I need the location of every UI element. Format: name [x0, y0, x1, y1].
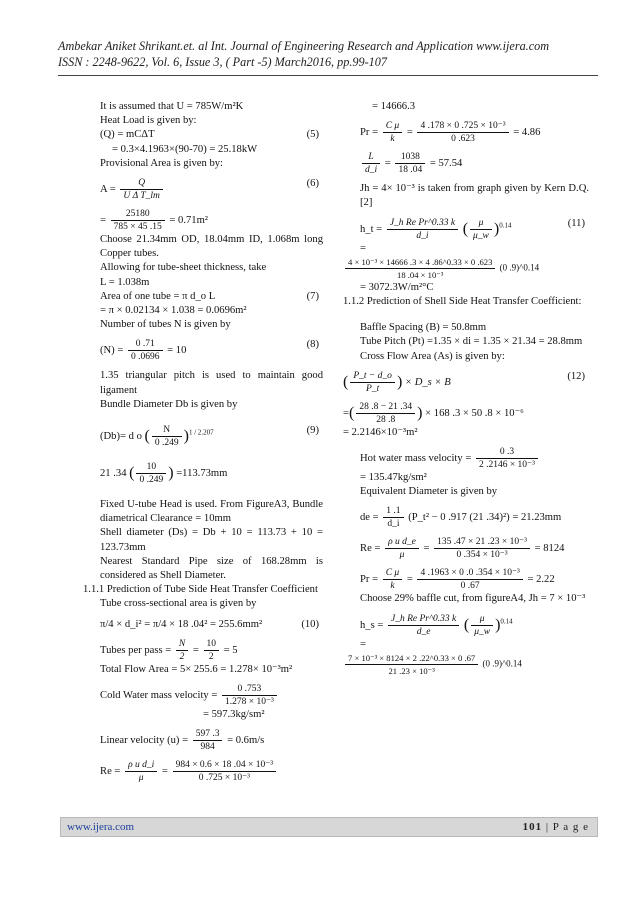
fraction [434, 536, 530, 561]
equation-lhs: (N) = [100, 345, 124, 357]
numerator: ρ u d_e [385, 536, 419, 549]
denominator: 0 .0696 [131, 352, 160, 363]
text-line: Total Flow Area = 5× 255.6 = 1.278× 10⁻³m² [100, 663, 293, 675]
fraction [193, 728, 223, 753]
hot-water-mass-velocity [343, 446, 589, 471]
text-line: Equivalent Diameter is given by [360, 486, 498, 498]
denominator: P_t [366, 383, 380, 394]
equation-number: (5) [306, 129, 319, 141]
fraction [345, 256, 495, 281]
numerator: 135 .47 × 21 .23 × 10⁻³ [434, 536, 530, 549]
denominator: 0 .354 × 10⁻³ [456, 550, 508, 561]
tube-coefficient-calc [343, 256, 589, 281]
equation-11: h_t = $\frac{\text{J\_h Re Pr\textasciicircum{}0.33 k}}{d\_i}$ ( $\frac{\mu}{\mu\_w}$ )$^{0.14}$ (11) [360, 217, 585, 241]
numerator: C μ [383, 120, 402, 133]
cross-flow-area-calc: =( $\frac{28 .8 - 21 .34}{28 .8}$ ) × 168 .3 × 50 .8 × 10⁻⁶ [343, 401, 524, 425]
text-line: Jh = 4× 10⁻³ is taken from graph given by Kern D.Q. [2] [360, 183, 589, 209]
denominator: 0 .623 [451, 134, 475, 145]
fraction [350, 370, 395, 395]
equation-lhs: Re = [360, 543, 381, 555]
numerator: 4 .1963 × 0 .0 .354 × 10⁻³ [417, 567, 522, 580]
fraction [471, 613, 493, 638]
denominator: μ_w [473, 230, 489, 241]
text-line: Nearest Standard Pipe size of 168.28mm is considered as Shell Diameter. [100, 555, 323, 582]
fraction [173, 759, 277, 784]
numerator: μ [470, 217, 492, 230]
text-line: = 2.2146×10⁻³m² [343, 426, 418, 438]
text-line: = 597.3kg/sm² [203, 709, 265, 721]
shell-coefficient-formula: h_s = $\frac{\text{J\_h Re Pr\textasciicircum{}0.33 k}}{d\_e}$ ( $\frac{\mu}{\mu\_w}$ )$^{0.14}$ [360, 613, 513, 637]
numerator: 0 .3 [476, 446, 538, 459]
denominator: d_i [365, 165, 378, 176]
denominator: 18 .04 × 10⁻³ [397, 269, 444, 280]
page-num: 101 [522, 821, 543, 833]
equation-lhs: Cold Water mass velocity = [100, 690, 218, 702]
footer-url-link[interactable]: www.ijera.com [67, 821, 135, 833]
prandtl-shell: Pr = $\frac{\text{C μ}}{k}$ = $\frac{\text{4 .1963 × 0 .0 .354 × 10⁻³}}{0 .67}$ = 2.22 [360, 568, 555, 592]
fraction [128, 338, 163, 363]
result: = 0.6m/s [227, 735, 265, 747]
numerator: C μ [383, 567, 402, 580]
result: =113.73mm [176, 467, 228, 479]
length-ratio: $\frac{L}{d\_i}$ = $\frac{1038}{18 .04}$ = 57.54 [343, 151, 589, 176]
text-line: Bundle Diameter Db is given by [100, 398, 238, 410]
result: = 10 [167, 345, 187, 357]
result: = 8124 [534, 543, 565, 555]
cold-water-mass-velocity [83, 683, 323, 708]
numerator: 1 .1 [383, 505, 403, 518]
fraction [356, 401, 415, 426]
denominator: k [390, 581, 395, 592]
equation-number: (9) [306, 425, 319, 437]
text-line: = [360, 242, 366, 254]
numerator: J_h Re Pr^0.33 k [387, 217, 458, 230]
denominator: 0 .249 [154, 438, 179, 449]
equation-number: (11) [567, 217, 585, 229]
equation-lhs: Tubes per pass = [100, 644, 172, 656]
right-column [343, 100, 589, 677]
numerator: μ [471, 613, 493, 626]
numerator: 28 .8 − 21 .34 [356, 401, 415, 414]
equation-6 [83, 177, 323, 202]
denominator: 0 .725 × 10⁻³ [198, 773, 250, 784]
numerator: 597 .3 [193, 728, 223, 741]
equation-12: ( $\frac{P\_t - d\_o}{P\_t}$ ) × D_s × B (12) [343, 370, 585, 394]
fraction [383, 567, 402, 592]
numerator: P_t − d_o [350, 370, 395, 383]
denominator: 2 [208, 651, 214, 662]
denominator: U Δ T_lm [123, 191, 160, 202]
header-divider [58, 75, 598, 76]
equation-text: Area of one tube = π d_o L [100, 290, 216, 302]
fraction [388, 613, 459, 638]
area-calc: = $\frac{25180}{785 \times 45 .15}$ = 0.71m² [100, 209, 208, 233]
fraction [383, 505, 403, 530]
equation-number: (7) [306, 290, 319, 302]
text-line: Tube cross-sectional area is given by [100, 598, 257, 610]
equation-5 [83, 128, 323, 142]
denominator: μ [399, 550, 405, 561]
numerator: 10 [136, 461, 166, 474]
left-column [83, 100, 323, 784]
denominator: 28 .8 [376, 414, 396, 425]
equation-lhs: Pr = [360, 574, 379, 586]
tail-factor: (0 .9)^0.14 [499, 262, 540, 273]
page-number [523, 818, 589, 836]
denominator: 1.278 × 10⁻³ [224, 697, 274, 708]
journal-header [58, 38, 598, 70]
result: = 5 [223, 644, 238, 656]
text-line: = 3072.3W/m²°C [360, 281, 434, 293]
tail-factor: (0 .9)^0.14 [482, 658, 522, 669]
equation-number: (8) [306, 339, 319, 351]
text-line: = π × 0.02134 × 1.038 = 0.0696m² [100, 305, 247, 317]
equation-lhs: Linear velocity (u) = [100, 735, 189, 747]
text-line: Fixed U-tube Head is used. From FigureA3, Bundle diametrical Clearance = 10mm [100, 499, 323, 525]
numerator: N [152, 424, 182, 437]
section-heading: 1.1.2 Prediction of Shell Side Heat Transfer Coefficient: [343, 296, 582, 308]
text-line: Baffle Spacing (B) = 50.8mm [360, 322, 487, 334]
tubes-per-pass: Tubes per pass = $\frac{N}{2}$ = $\frac{10}{2}$ = 5 [100, 638, 238, 662]
fraction [383, 120, 402, 145]
section-heading: 1.1.1 Prediction of Tube Side Heat Transfer Coefficient [83, 584, 318, 596]
fraction [222, 683, 277, 708]
numerator: 984 × 0.6 × 18 .04 × 10⁻³ [173, 759, 277, 772]
exponent: 0.14 [499, 221, 512, 230]
equation-number: (12) [567, 370, 585, 382]
fraction [470, 217, 492, 242]
text-line: = 14666.3 [372, 101, 416, 112]
denominator: μ [138, 773, 144, 784]
equation-lhs: A = [100, 183, 116, 195]
numerator: 0 .71 [128, 338, 163, 351]
header-line-1: Ambekar Aniket Shrikant.et. al Int. Journal of Engineering Research and Application www.ijera.com [58, 39, 550, 53]
text-line: 1.35 triangular pitch is used to maintain good ligament [100, 370, 323, 396]
fraction [345, 652, 478, 677]
numerator: J_h Re Pr^0.33 k [388, 613, 459, 626]
text-line: Cross Flow Area (As) is given by: [360, 350, 505, 362]
text-line: Tube Pitch (Pt) =1.35 × di = 1.35 × 21.34 = 28.8mm [360, 336, 583, 348]
equation-text: (Q) = mCΔT [100, 129, 155, 141]
equation-lhs: Pr = [360, 127, 379, 139]
text-line: Choose 29% baffle cut, from figureA4, Jh = 7 × 10⁻³ [360, 593, 586, 605]
fraction [136, 461, 166, 486]
result: = 2.22 [527, 574, 555, 586]
reynolds-tube: Re = $\frac{\text{ρ u d\_i}}{\mu}$ = $\frac{\text{984 × 0.6 × 18 .04 × 10⁻³}}{\text{0 .725 × 10⁻³}}$ [83, 759, 323, 784]
numerator: 10 [204, 638, 220, 651]
denominator: d_i [416, 230, 429, 241]
denominator: 21 .23 × 10⁻³ [388, 665, 435, 676]
fraction [417, 120, 508, 145]
result: = 0.71m² [169, 214, 208, 226]
shell-coefficient-calc [343, 652, 589, 677]
page-footer [60, 817, 598, 837]
text-line: It is assumed that U = 785W/m²K [100, 101, 244, 112]
fraction [362, 151, 380, 176]
text-line: = 135.47kg/sm² [360, 472, 427, 484]
result: = 4.86 [513, 127, 541, 139]
equation-lhs: de = [360, 512, 379, 524]
equation-lhs: h_t = [360, 223, 383, 235]
fraction [125, 759, 157, 784]
equation-number: (10) [301, 618, 319, 630]
equation-9: (Db)= d o ( $\frac{N}{0 .249}$ )$^{1 / 2.207}$ (9) [100, 425, 319, 449]
denominator: 2 [179, 651, 185, 662]
numerator: 7 × 10⁻³ × 8124 × 2 .22^0.33 × 0 .67 [345, 652, 478, 665]
reynolds-shell: Re = $\frac{\text{ρ u d\_e}}{\mu}$ = $\frac{\text{135 .47 × 21 .23 × 10⁻³}}{\text{0 .354 × 10⁻³}}$ = 8124 [360, 537, 565, 561]
equation-lhs: Hot water mass velocity = [360, 452, 472, 464]
text-line: Number of tubes N is given by [100, 319, 231, 331]
denominator: 0 .67 [460, 581, 480, 592]
fraction [176, 638, 188, 663]
denominator: d_i [387, 519, 400, 530]
denominator: 2 .2146 × 10⁻³ [478, 460, 535, 471]
text-line: Shell diameter (Ds) = Db + 10 = 113.73 + 10 = 123.73mm [100, 527, 323, 553]
text-line: = [360, 638, 366, 650]
fraction [387, 217, 458, 242]
fraction [476, 446, 538, 471]
numerator: 0 .753 [222, 683, 277, 696]
text-line: Choose 21.34mm OD, 18.04mm ID, 1.068m long Copper tubes. [100, 234, 323, 260]
denominator: 785 × 45 .15 [113, 222, 162, 233]
equivalent-diameter [343, 505, 589, 530]
numerator: Q [120, 177, 163, 190]
numerator: ρ u d_i [125, 759, 157, 772]
equation-number: (6) [306, 178, 319, 190]
result: = 21.23mm [512, 512, 562, 524]
fraction [385, 536, 419, 561]
linear-velocity [83, 728, 323, 753]
tail-factor: × D_s × B [404, 376, 451, 388]
text-line: = 0.3×4.1963×(90-70) = 25.18kW [112, 143, 258, 155]
result: = 57.54 [429, 158, 463, 170]
header-line-2: ISSN : 2248-9622, Vol. 6, Issue 3, ( Part -5) March2016, pp.99-107 [58, 55, 387, 69]
text-line: Heat Load is given by: [100, 115, 197, 127]
exponent: 0.14 [500, 617, 513, 626]
equation-text: π/4 × d_i² = π/4 × 18 .04² = 255.6mm² [100, 618, 263, 630]
middle-term: (P_t² − 0 .917 (21 .34)²) [408, 512, 510, 524]
denominator: 984 [200, 742, 215, 753]
fraction [395, 151, 425, 176]
exponent: 1 / 2.207 [188, 428, 214, 437]
denominator: d_e [416, 626, 431, 637]
numerator: 25180 [111, 208, 165, 221]
fraction [204, 638, 220, 663]
page-label: | P a g e [545, 821, 589, 833]
numerator: N [176, 638, 188, 651]
numerator: 4 × 10⁻³ × 14666 .3 × 4 .86^0.33 × 0 .623 [345, 256, 495, 269]
equation-lhs: Re = [100, 766, 121, 778]
numerator: 4 .178 × 0 .725 × 10⁻³ [417, 120, 508, 133]
fraction [120, 177, 163, 202]
bundle-diameter-calc: 21 .34 ( $\frac{10}{0 .249}$ ) =113.73mm [100, 462, 228, 486]
fraction [111, 208, 165, 233]
equation-7 [83, 290, 323, 304]
equation-lhs: h_s = [360, 619, 384, 631]
equation-10 [83, 618, 323, 632]
text-line: Provisional Area is given by: [100, 157, 223, 169]
tail-factor: × 168 .3 × 50 .8 × 10⁻⁶ [425, 407, 524, 419]
fraction [152, 424, 182, 449]
numerator: 1038 [395, 151, 425, 164]
equation-lhs: (Db)= d o [100, 430, 142, 442]
equation-8 [83, 338, 323, 363]
denominator: 18 .04 [398, 165, 423, 176]
text-line: L = 1.038m [100, 276, 150, 288]
fraction [417, 567, 522, 592]
equation-lhs: 21 .34 [100, 467, 127, 479]
denominator: μ_w [474, 626, 491, 637]
numerator: L [362, 151, 380, 164]
text-line: Allowing for tube-sheet thickness, take [100, 262, 267, 274]
denominator: 0 .249 [139, 475, 164, 486]
denominator: k [390, 134, 395, 145]
prandtl-tube: Pr = $\frac{\text{C μ}}{k}$ = $\frac{\text{4 .178 × 0 .725 × 10⁻³}}{0 .623}$ = 4.86 [360, 121, 541, 145]
